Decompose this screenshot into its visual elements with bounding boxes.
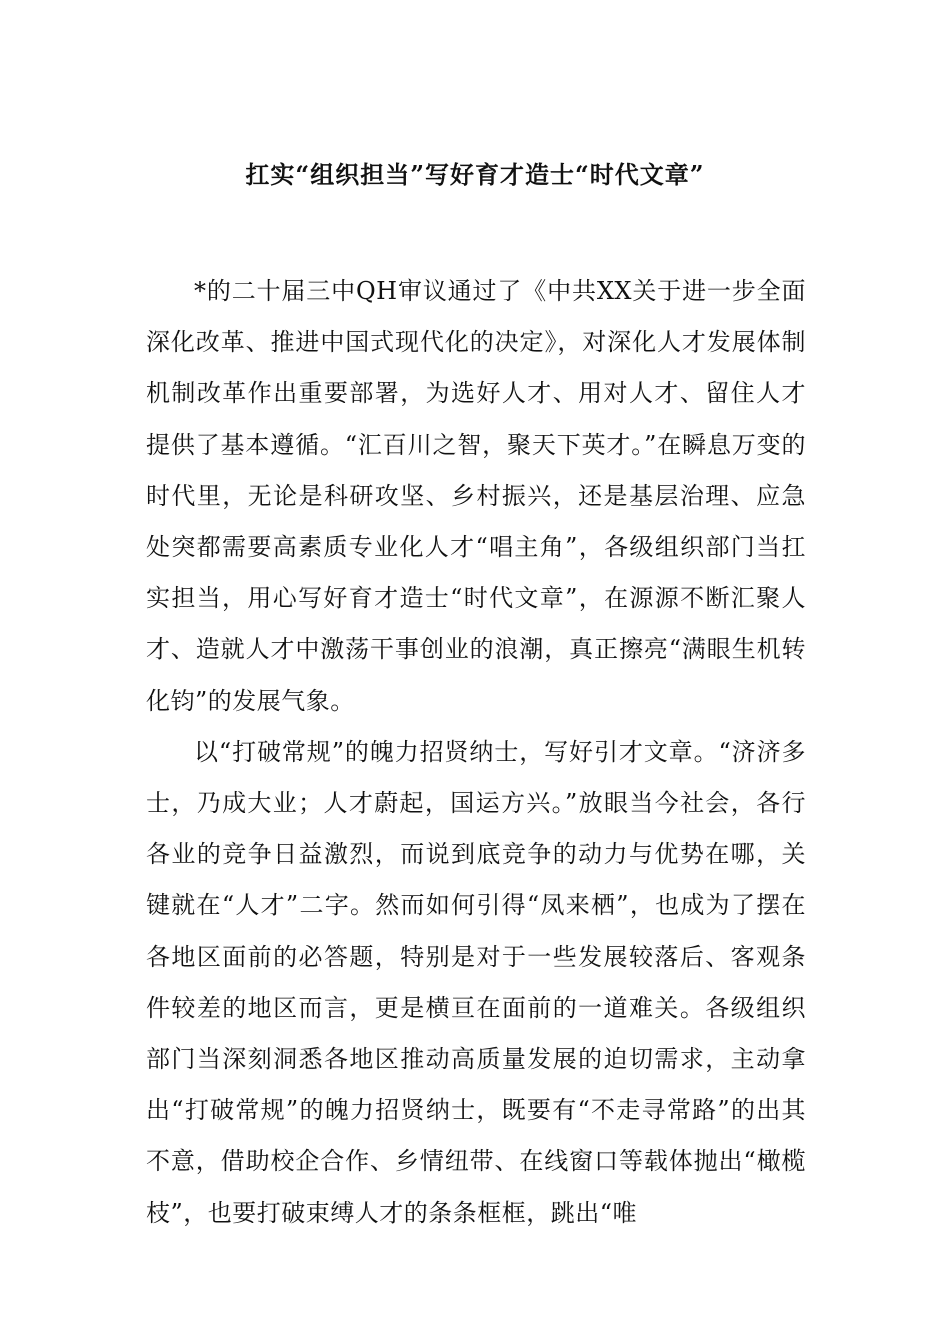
document-title: 扛实“组织担当”写好育才造士“时代文章” [245, 160, 705, 189]
paragraph-intro: *的二十届三中QH审议通过了《中共XX关于进一步全面深化改革、推进中国式现代化的决定》，对深化人才发展体制机制改革作出重要部署，为选好人才、用对人才、留住人才提供了基本遵循。“汇百川之智，聚天下英才。”在瞬息万变的时代里，无论是科研攻坚、乡村振兴，还是基层治理、应急处突都需要高素质专业化人才“唱主角”，各级组织部门当扛实担当，用心写好育才造士“时代文章”，在源源不断汇聚人才、造就人才中激荡干事创业的浪潮，真正擦亮“满眼生机转化钧”的发展气象。 [146, 277, 806, 715]
document-body [146, 266, 806, 1239]
paragraph-talent-recruitment: 以“打破常规”的魄力招贤纳士，写好引才文章。“济济多士，乃成大业；人才蔚起，国运方兴。”放眼当今社会，各行各业的竞争日益激烈，而说到底竞争的动力与优势在哪，关键就在“人才”二字。然而如何引得“凤来栖”，也成为了摆在各地区面前的必答题，特别是对于一些发展较落后、客观条件较差的地区而言，更是横亘在面前的一道难关。各级组织部门当深刻洞悉各地区推动高质量发展的迫切需求，主动拿出“打破常规”的魄力招贤纳士，既要有“不走寻常路”的出其不意，借助校企合作、乡情纽带、在线窗口等载体抛出“橄榄枝”，也要打破束缚人才的条条框框，跳出“唯 [146, 737, 806, 1227]
